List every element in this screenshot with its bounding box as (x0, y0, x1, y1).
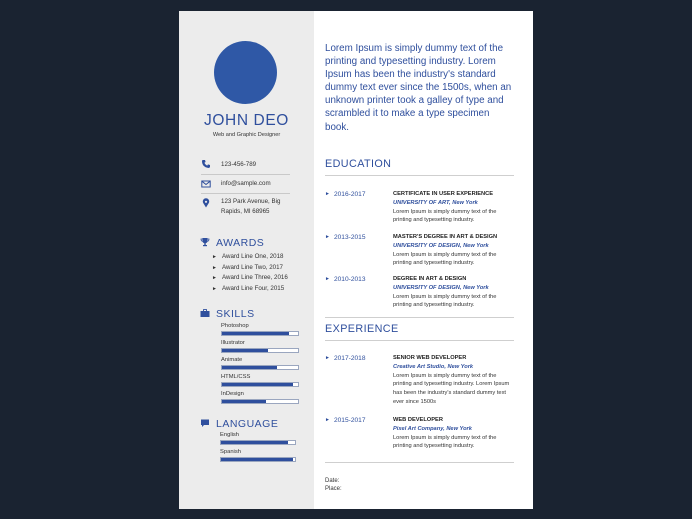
skill-bar (221, 382, 299, 387)
language-heading: LANGUAGE (200, 418, 278, 430)
award-item: ► Award Line Four, 2015 (212, 285, 285, 292)
skill-bar (221, 348, 299, 353)
profile-role: Web and Graphic Designer (212, 132, 281, 138)
skill-bar (221, 399, 299, 404)
entry-desc: Lorem Ipsum is simply dummy text of the printing and typesetting industry. (393, 251, 497, 267)
entry-city: New York (463, 284, 489, 291)
entry-title: WEB DEVELOPER (393, 417, 443, 423)
entry-city: New York (463, 242, 489, 249)
profile-name: JOHN DEO (204, 112, 289, 129)
resume-page (179, 11, 533, 509)
award-item: ► Award Line Two, 2017 (212, 264, 284, 271)
entry-org: UNIVERSITY OF ART (393, 199, 450, 206)
entry-title: MASTER'S DEGREE IN ART & DESIGN (393, 234, 498, 240)
contact-email: info@sample.com (221, 180, 271, 187)
divider (325, 462, 514, 463)
entry-org-line: Creative Art Studio, New York (393, 363, 474, 370)
divider (201, 193, 290, 194)
entry-years-text: 2010-2013 (333, 276, 366, 283)
language-bar (220, 457, 296, 462)
entry-org-line: UNIVERSITY OF DESIGN, New York (393, 242, 489, 249)
divider (201, 174, 290, 175)
speech-bubble-icon (200, 418, 210, 428)
entry-desc: Lorem Ipsum is simply dummy text of the printing and typesetting industry. Lorem Ipsum has been the industry's standard dummy text ever since 1500s (393, 372, 510, 405)
awards-heading: AWARDS (200, 237, 264, 249)
skill-label: Illustrator (221, 340, 245, 346)
trophy-icon (200, 237, 210, 247)
triangle-bullet-icon: ► (325, 234, 330, 240)
language-bar (220, 440, 296, 445)
language-label: Spanish (220, 449, 241, 455)
entry-years-text: 2017-2018 (333, 355, 366, 362)
entry-title: SENIOR WEB DEVELOPER (393, 355, 467, 361)
entry-years-text: 2016-2017 (333, 191, 366, 198)
education-heading: EDUCATION (325, 158, 392, 170)
language-bar-fill (221, 441, 288, 444)
triangle-bullet-icon: ► (325, 355, 330, 361)
triangle-bullet-icon: ► (325, 417, 330, 423)
entry-org-line: UNIVERSITY OF DESIGN, New York (393, 284, 489, 291)
entry-years-text: 2013-2015 (333, 234, 366, 241)
entry-city: New York (452, 199, 478, 206)
intro-text: Lorem Ipsum is simply dummy text of the printing and typesetting industry. Lorem Ipsum has been the industry's standard dummy text ever since the 1500s, when an unknown printer took a galley of type and scrambled it to make a type specimen book. (325, 43, 512, 133)
place-label: Place: (325, 486, 342, 492)
skill-bar-fill (222, 366, 277, 369)
skill-bar-fill (222, 332, 289, 335)
entry-city: New York (446, 425, 472, 432)
entry-years-text: 2015-2017 (333, 417, 366, 424)
entry-block (393, 233, 515, 268)
entry-org: Creative Art Studio (393, 363, 445, 370)
divider (325, 340, 514, 341)
entry-title: CERTIFICATE IN USER EXPERIENCE (393, 191, 494, 197)
entry-block (393, 416, 515, 451)
entry-org: UNIVERSITY OF DESIGN (393, 242, 460, 249)
entry-org: UNIVERSITY OF DESIGN (393, 284, 460, 291)
language-label: English (220, 432, 240, 438)
entry-title: DEGREE IN ART & DESIGN (393, 276, 467, 282)
entry-desc: Lorem Ipsum is simply dummy text of the printing and typesetting industry. (393, 208, 497, 224)
entry-org: Pixel Art Company (393, 425, 444, 432)
entry-years (325, 234, 366, 241)
email-icon (201, 179, 211, 189)
award-item: ► Award Line Three, 2016 (212, 274, 288, 281)
entry-years (325, 191, 366, 198)
profile-photo (214, 41, 277, 104)
skill-bar (221, 365, 299, 370)
date-label: Date: (325, 478, 340, 484)
entry-city: New York (447, 363, 474, 370)
award-item: ► Award Line One, 2018 (212, 253, 284, 260)
phone-icon (201, 159, 211, 169)
divider (325, 175, 514, 176)
entry-org-line: Pixel Art Company, New York (393, 425, 472, 432)
divider (325, 317, 514, 318)
location-pin-icon (201, 198, 211, 208)
experience-heading: EXPERIENCE (325, 323, 399, 335)
skill-bar-fill (222, 383, 293, 386)
skill-bar-fill (222, 400, 266, 403)
entry-org-line: UNIVERSITY OF ART, New York (393, 199, 478, 206)
entry-years (325, 355, 366, 362)
entry-desc: Lorem Ipsum is simply dummy text of the printing and typesetting industry. (393, 293, 497, 309)
triangle-bullet-icon: ► (325, 191, 330, 197)
skill-label: Photoshop (221, 323, 249, 329)
entry-block (393, 190, 515, 225)
skill-label: InDesign (221, 391, 244, 397)
entry-block (393, 275, 515, 310)
entry-years (325, 276, 366, 283)
language-bar-fill (221, 458, 293, 461)
entry-block (393, 354, 515, 407)
entry-desc: Lorem Ipsum is simply dummy text of the printing and typesetting industry. (393, 434, 497, 450)
skill-label: HTML/CSS (221, 374, 251, 380)
briefcase-icon (200, 308, 210, 318)
skill-bar-fill (222, 349, 268, 352)
sidebar (179, 11, 314, 509)
triangle-bullet-icon: ► (325, 276, 330, 282)
contact-phone: 123-456-789 (221, 161, 257, 168)
skills-heading: SKILLS (200, 308, 255, 320)
entry-years (325, 417, 366, 424)
skill-bar (221, 331, 299, 336)
contact-address: 123 Park Avenue, Big Rapids, MI 68965 (221, 198, 281, 215)
skill-label: Animate (221, 357, 243, 363)
